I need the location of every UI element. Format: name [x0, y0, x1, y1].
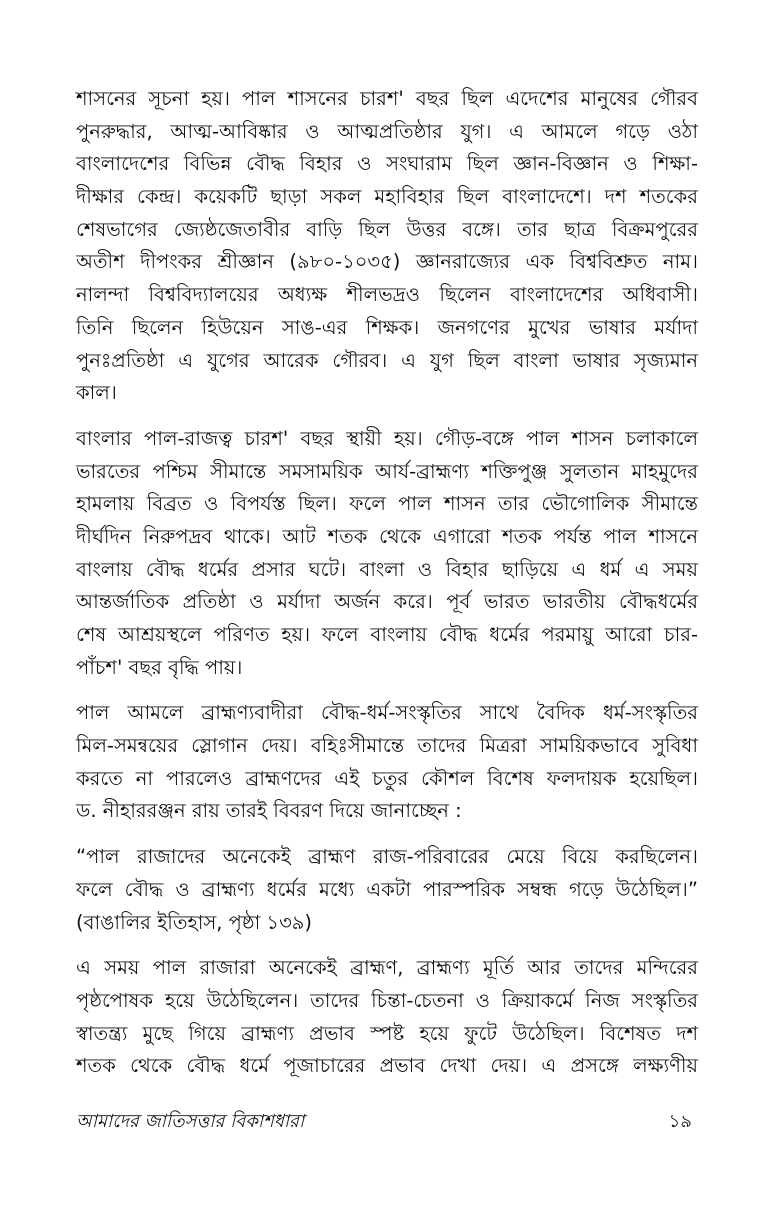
paragraph-2: [76, 423, 698, 685]
paragraph-1: [76, 83, 698, 410]
page-number: ১৯: [668, 1111, 692, 1132]
text-line: অতীশ দীপংকর শ্রীজ্ঞান (৯৮০-১০৩৫) জ্ঞানরাজ্যের এক বিশ্ববিশ্রুত নাম।: [76, 250, 698, 274]
text-line: তিনি ছিলেন হিউয়েন সাঙ-এর শিক্ষক। জনগণের মুখের ভাষার মর্যাদা: [76, 315, 698, 339]
text-line: দীক্ষার কেন্দ্র। কয়েকটি ছাড়া সকল মহাবিহার ছিল বাংলাদেশে। দশ শতকের: [76, 185, 698, 209]
text-line: পুনরুদ্ধার, আত্ম-আবিষ্কার ও আত্মপ্রতিষ্ঠার যুগ। এ আমলে গড়ে ওঠা: [76, 119, 698, 143]
text-line: শতক থেকে বৌদ্ধ ধর্মে পূজাচারের প্রভাব দেখা দেয়। এ প্রসঙ্গে লক্ষ্যণীয়: [76, 1054, 698, 1078]
paragraph-5: [76, 952, 698, 1083]
quote-citation: (বাঙালির ইতিহাস, পৃষ্ঠা ১৩৯): [76, 910, 313, 934]
text-line: স্বাতন্ত্র্য মুছে গিয়ে ব্রাহ্মণ্য প্রভাব স্পষ্ট হয়ে ফুটে উঠেছিল। বিশেষত দশ: [76, 1021, 698, 1045]
text-line: ড. নীহাররঞ্জন রায় তারই বিবরণ দিয়ে জানাচ্ছেন :: [76, 799, 462, 823]
text-line: দীর্ঘদিন নিরুপদ্রব থাকে। আট শতক থেকে এগারো শতক পর্যন্ত পাল শাসনে: [76, 524, 698, 548]
text-line: পৃষ্ঠপোষক হয়ে উঠেছিলেন। তাদের চিন্তা-চেতনা ও ক্রিয়াকর্মে নিজ সংস্কৃতির: [76, 988, 698, 1012]
page-body: [76, 83, 698, 1096]
text-line: বাংলাদেশের বিভিন্ন বৌদ্ধ বিহার ও সংঘারাম ছিল জ্ঞান-বিজ্ঞান ও শিক্ষা-: [76, 152, 698, 176]
text-line: আন্তর্জাতিক প্রতিষ্ঠা ও মর্যাদা অর্জন করে। পূর্ব ভারত ভারতীয় বৌদ্ধধর্মের: [76, 590, 698, 614]
block-quote: [76, 841, 698, 939]
text-line: বাংলার পাল-রাজত্ব চারশ' বছর স্থায়ী হয়। গৌড়-বঙ্গে পাল শাসন চলাকালে: [76, 426, 698, 450]
text-line: করতে না পারলেও ব্রাহ্মণদের এই চতুর কৌশল বিশেষ ফলদায়ক হয়েছিল।: [76, 766, 698, 790]
running-footer-title: আমাদের জাতিসত্তার বিকাশধারা: [76, 1111, 305, 1132]
quote-line: “পাল রাজাদের অনেকেই ব্রাহ্মণ রাজ-পরিবারের মেয়ে বিয়ে করছিলেন।: [76, 845, 698, 869]
text-line: ভারতের পশ্চিম সীমান্তে সমসাময়িক আর্য-ব্রাহ্মণ্য শক্তিপুঞ্জ সুলতান মাহমুদের: [76, 459, 698, 483]
text-line: বাংলায় বৌদ্ধ ধর্মের প্রসার ঘটে। বাংলা ও বিহার ছাড়িয়ে এ ধর্ম এ সময়: [76, 557, 698, 581]
quote-line: ফলে বৌদ্ধ ও ব্রাহ্মণ্য ধর্মের মধ্যে একটা পারস্পরিক সম্বন্ধ গড়ে উঠেছিল।”: [76, 877, 698, 901]
text-line: পুনঃপ্রতিষ্ঠা এ যুগের আরেক গৌরব। এ যুগ ছিল বাংলা ভাষার সৃজ্যমান: [76, 348, 698, 372]
text-line: শেষ আশ্রয়স্থলে পরিণত হয়। ফলে বাংলায় বৌদ্ধ ধর্মের পরমায়ু আরো চার-: [76, 623, 698, 646]
page-footer: [76, 1107, 698, 1137]
text-line: হামলায় বিব্রত ও বিপর্যস্ত ছিল। ফলে পাল শাসন তার ভৌগোলিক সীমান্তে: [76, 492, 698, 516]
text-line: কাল।: [76, 381, 117, 405]
text-line: পাল আমলে ব্রাহ্মণ্যবাদীরা বৌদ্ধ-ধর্ম-সংস্কৃতির সাথে বৈদিক ধর্ম-সংস্কৃতির: [76, 701, 698, 725]
text-line: নালন্দা বিশ্ববিদ্যালয়ের অধ্যক্ষ শীলভদ্রও ছিলেন বাংলাদেশের অধিবাসী।: [76, 283, 698, 307]
paragraph-3: [76, 697, 698, 828]
text-line: এ সময় পাল রাজারা অনেকেই ব্রাহ্মণ, ব্রাহ্মণ্য মূর্তি আর তাদের মন্দিরের: [76, 956, 698, 980]
text-line: শাসনের সূচনা হয়। পাল শাসনের চারশ' বছর ছিল এদেশের মানুষের গৌরব: [76, 87, 698, 110]
text-line: শেষভাগের জ্যেষ্ঠজেতাবীর বাড়ি ছিল উত্তর বঙ্গে। তার ছাত্র বিক্রমপুরের: [76, 217, 698, 241]
text-line: মিল-সমন্বয়ের স্লোগান দেয়। বহিঃসীমান্তে তাদের মিত্ররা সাময়িকভাবে সুবিধা: [76, 734, 698, 758]
text-line: পাঁচশ' বছর বৃদ্ধি পায়।: [76, 655, 243, 679]
